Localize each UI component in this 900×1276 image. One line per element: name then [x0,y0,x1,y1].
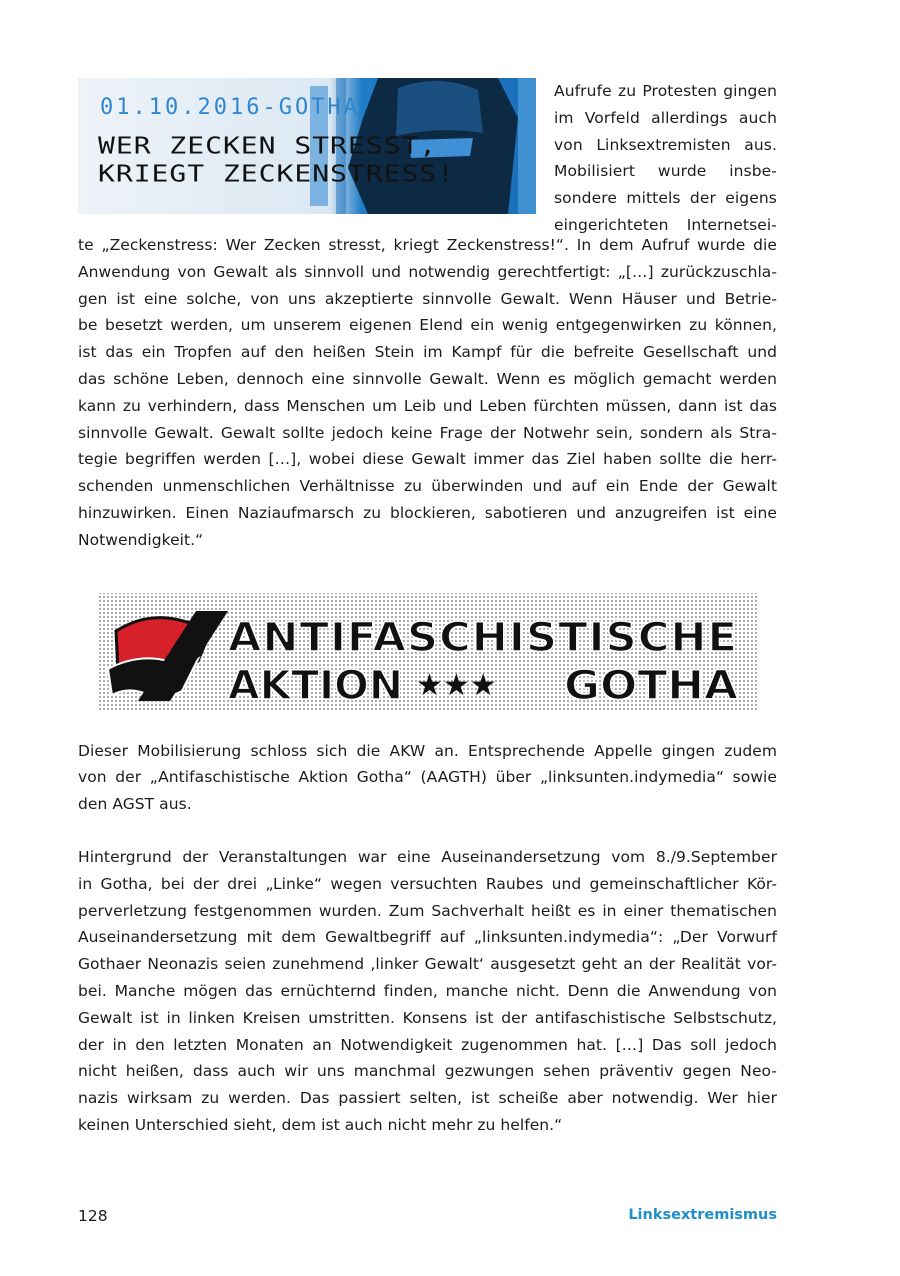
text-line: Anwendung von Gewalt als sinnvoll und notwendig gerechtfertigt: „[…] zurückzuschla- [78,262,777,281]
document-page [78,78,777,1139]
page-footer [78,1207,777,1229]
zeckenstress-banner-image [78,78,536,214]
paragraph-hintergrund [78,844,777,1139]
logo-line2-right: GOTHA [564,662,739,709]
text-line: Auseinandersetzung mit dem Gewaltbegriff auf „linksunten.indymedia“: „Der Vorwurf [78,928,777,947]
text-line: von der „Antifaschistische Aktion Gotha“ (AAGTH) über „linksunten.indymedia“ sowie [78,768,777,787]
intro-line: sondere mittels der eigens [554,189,777,208]
text-line: sinnvolle Gewalt. Gewalt sollte jedoch keine Frage der Notwehr sein, sondern als Stra- [78,423,777,442]
text-line: te „Zeckenstress: Wer Zecken stresst, kriegt Zeckenstress!“. In dem Aufruf wurde die [78,236,777,254]
intro-section [78,78,777,232]
intro-line: im Vorfeld allerdings auch [554,108,777,127]
text-line: Notwendigkeit.“ [78,530,204,549]
banner-slogan-line2: KRIEGT ZECKENSTRESS! [98,160,456,188]
text-line: Gothaer Neonazis seien zunehmend ‚linker Gewalt‘ ausgesetzt geht an der Realität vor- [78,955,777,974]
intro-line: eingerichteten Internetsei- [554,215,777,234]
paragraph-mobilisierung [78,738,777,818]
text-line: Dieser Mobilisierung schloss sich die AKW an. Entsprechende Appelle gingen zudem [78,741,777,760]
intro-line: Mobilisiert wurde insbe- [554,162,777,181]
text-line: nazis wirksam zu werden. Das passiert selten, ist scheiße aber notwendig. Wer hier [78,1089,777,1108]
paint-streak-3 [518,78,536,214]
text-line: der in den letzten Monaten an Notwendigkeit zugenommen hat. […] Das soll jedoch [78,1035,777,1054]
hood-highlight [396,81,483,136]
text-line: perverletzung festgenommen wurden. Zum Sachverhalt heißt es in einer thematischen [78,901,777,920]
text-line: gen ist eine solche, von uns akzeptierte sinnvolle Gewalt. Wenn Häuser und Betrie- [78,289,777,308]
text-line: in Gotha, bei der drei „Linke“ wegen versuchten Raubes und gemeinschaftlicher Kör- [78,874,777,893]
text-line: das schöne Leben, dennoch eine sinnvolle Gewalt. Wenn es möglich gemacht werden [78,369,777,388]
logo-line1: ANTIFASCHISTISCHE [228,614,738,661]
logo-stars: ★★★ [416,667,497,703]
logo-graphic [78,591,777,716]
text-line: bei. Manche mögen das ernüchternd finden, manche nicht. Denn die Anwendung von [78,981,777,1000]
page-number: 128 [78,1207,108,1225]
intro-text [554,78,777,239]
antifa-gotha-logo [78,591,777,716]
paragraph-zeckenstress [78,232,777,554]
text-line: schenden unmenschlichen Verhältnisse zu überwinden und auf ein Ende der Gewalt [78,477,777,496]
intro-line: Aufrufe zu Protesten gingen [554,82,777,100]
text-line: keinen Unterschied sieht, dem ist auch nicht mehr zu helfen.“ [78,1115,563,1134]
banner-date: 01.10.2016-GOTHA [100,95,360,120]
text-line: be besetzt werden, um unserem eigenen Elend ein wenig entgegenwirken zu können, [78,316,777,335]
text-line: kann zu verhindern, dass Menschen um Leib und Leben fürchten müssen, dann ist das [78,396,777,415]
text-line: ist das ein Tropfen auf den heißen Stein im Kampf für die befreite Gesellschaft und [78,343,777,362]
text-line: Gewalt ist in linken Kreisen umstritten. Konsens ist der antifaschistische Selbstschutz, [78,1008,777,1027]
text-line: den AGST aus. [78,795,192,814]
banner-slogan-line1: WER ZECKEN STRESST, [98,132,438,160]
text-line: Hintergrund der Veranstaltungen war eine Auseinandersetzung vom 8./9.September [78,847,777,866]
logo-line2-left: AKTION [228,662,403,709]
text-line: hinzuwirken. Einen Naziaufmarsch zu blockieren, sabotieren und anzugreifen ist eine [78,503,777,522]
intro-line: von Linksextremisten aus. [554,135,777,154]
text-line: nicht heißen, dass auch wir uns manchmal gezwungen sehen präventiv gegen Neo- [78,1062,777,1081]
section-title: Linksextremismus [628,1207,777,1223]
text-line: tegie begriffen werden […], wobei diese Gewalt immer das Ziel haben sollte die herr- [78,450,777,469]
banner-graphic [78,78,536,214]
